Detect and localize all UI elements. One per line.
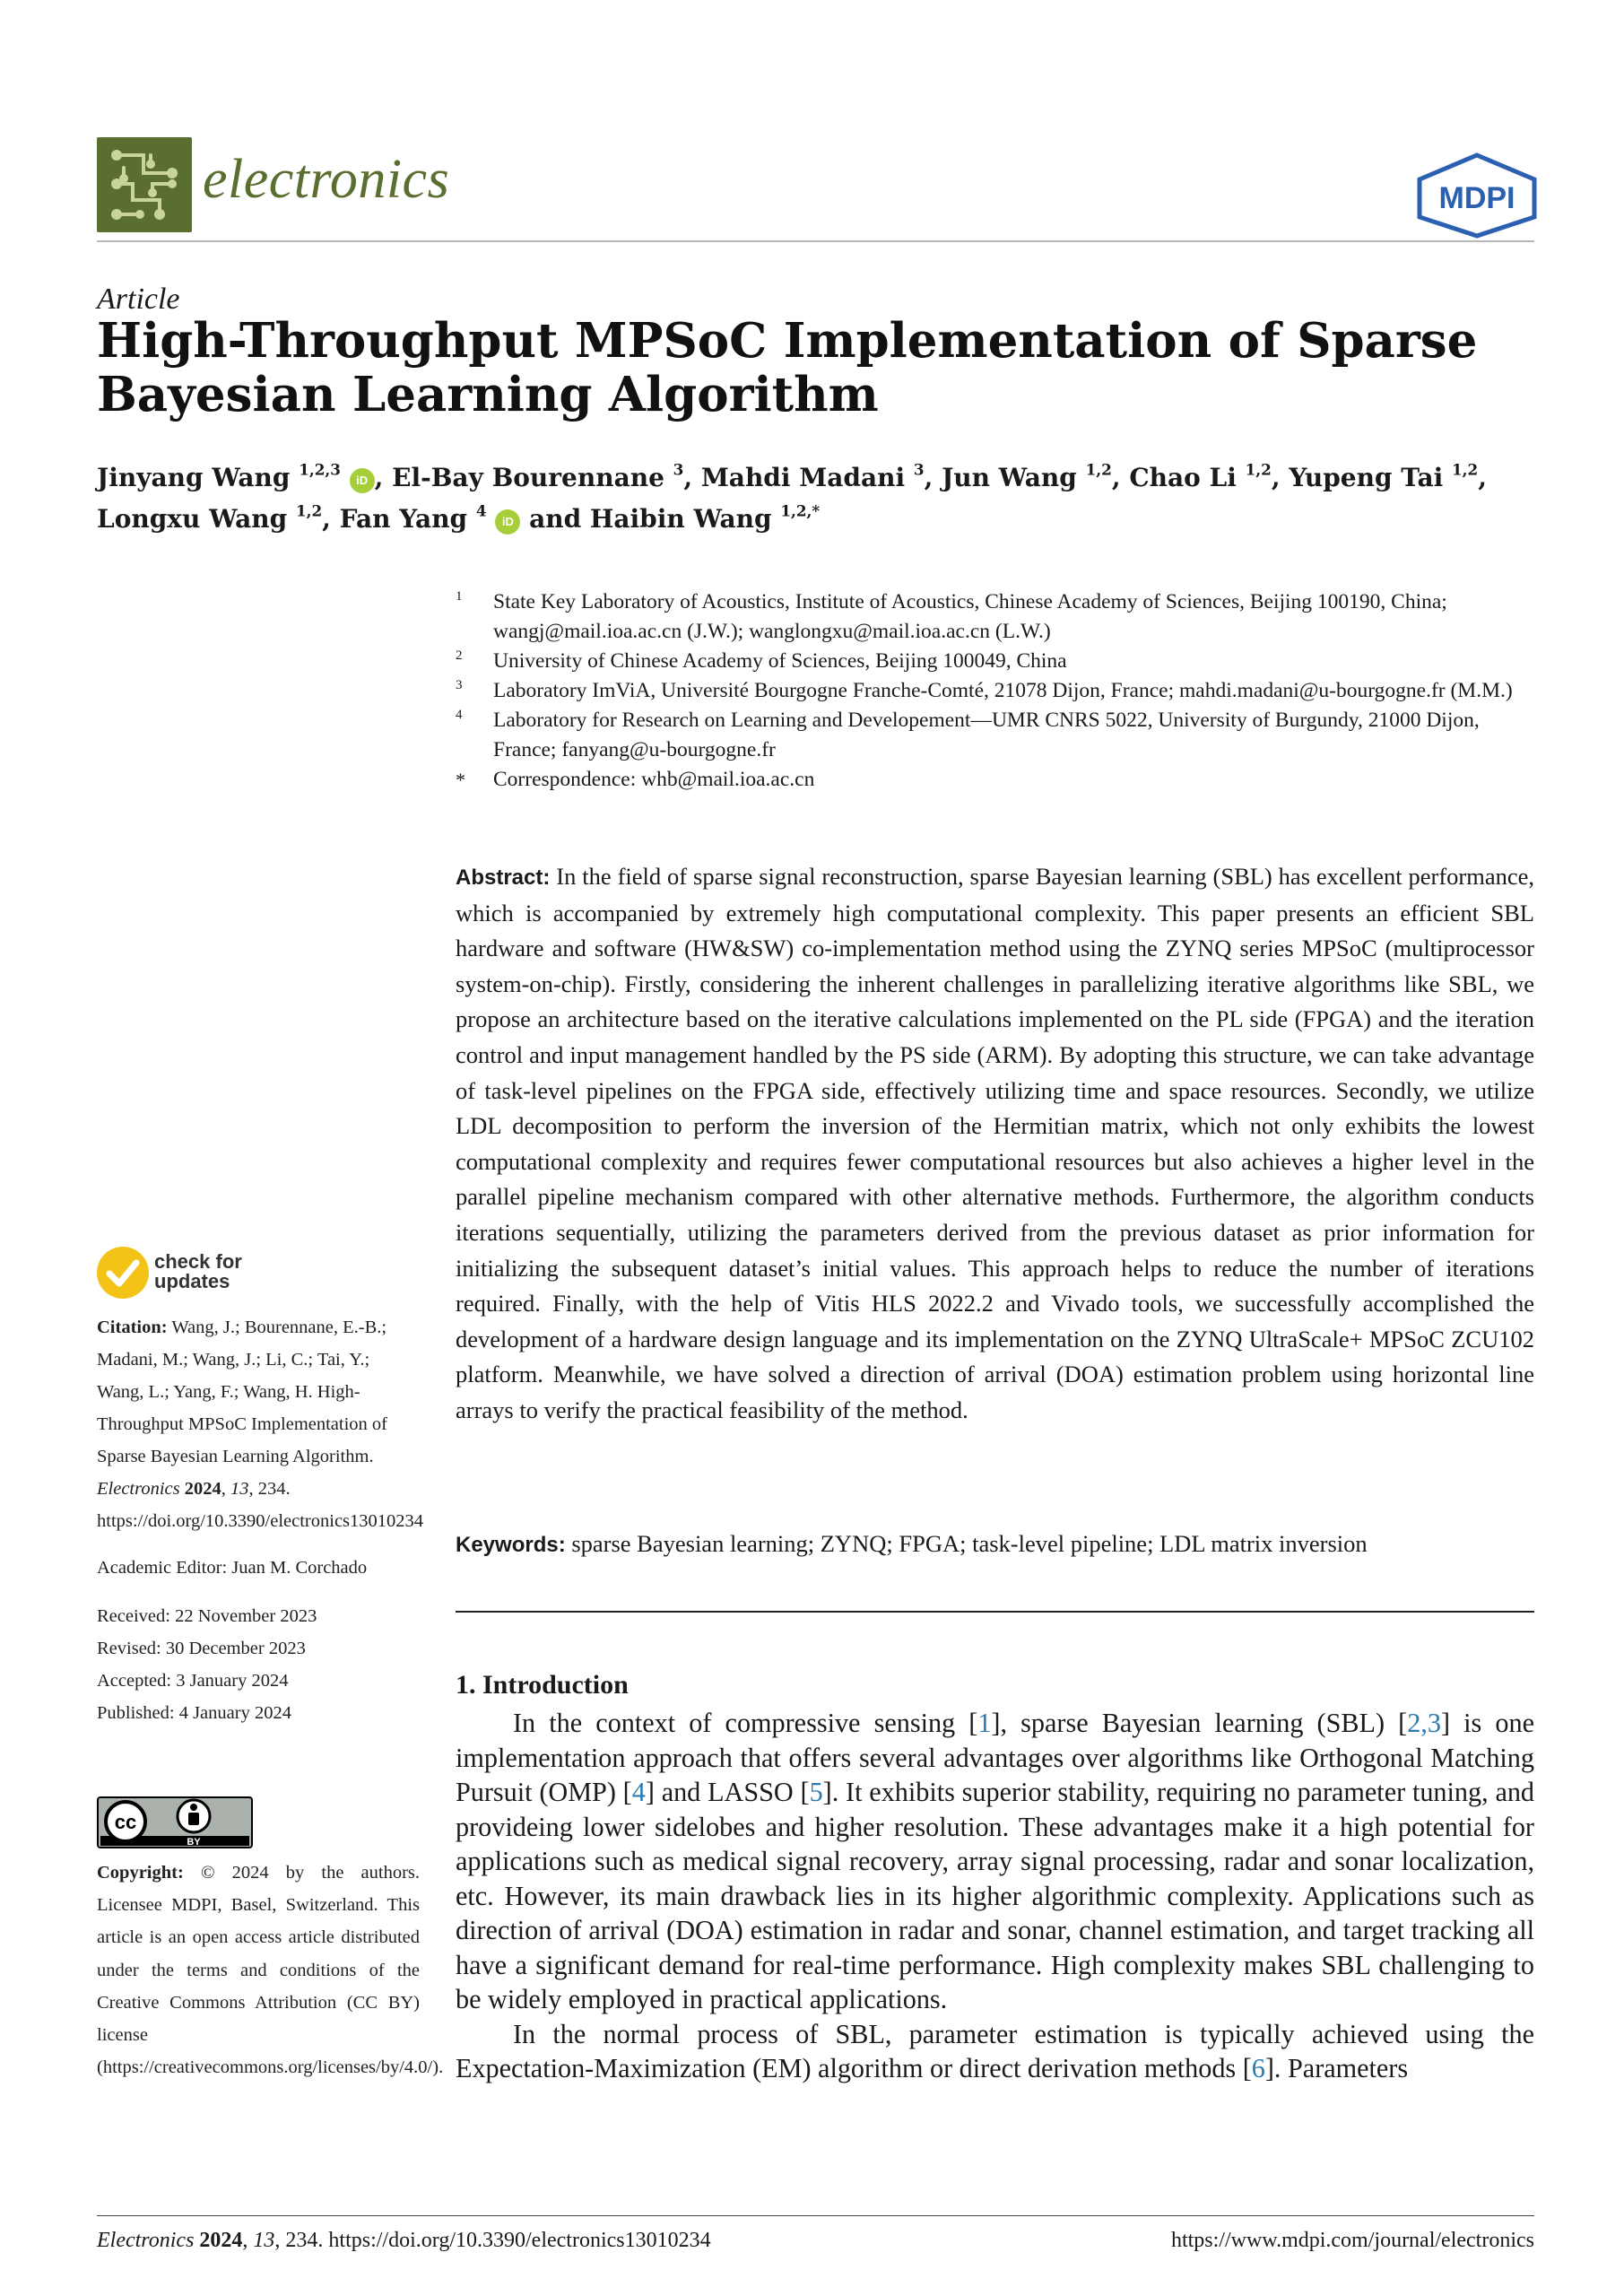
copyright-notice xyxy=(97,1857,444,2083)
abstract-label: Abstract: xyxy=(456,865,551,890)
author-affiliation-mark: 1,2,* xyxy=(780,501,821,520)
citation-journal: Electronics xyxy=(97,1479,180,1499)
cc-by-license-icon[interactable] xyxy=(97,1796,253,1848)
author-affiliation-mark: 1,2 xyxy=(1245,460,1272,479)
footer-journal: Electronics xyxy=(97,2229,195,2252)
author-name: Mahdi Madani xyxy=(700,463,914,492)
article-type: Article xyxy=(97,283,180,316)
date-revised: Revised: 30 December 2023 xyxy=(97,1639,306,1658)
citation-ref-link[interactable]: 1 xyxy=(977,1708,992,1738)
citation-ref-link[interactable]: 5 xyxy=(809,1777,823,1807)
check-updates-line: check for xyxy=(154,1250,242,1273)
sidebar-info xyxy=(97,1311,424,1729)
affiliation-item xyxy=(456,676,1541,706)
author-affiliation-mark: 1,2,3 xyxy=(299,460,341,479)
author-name: Fan Yang xyxy=(339,504,476,534)
header-divider xyxy=(97,240,1534,242)
mdpi-logo-icon xyxy=(1415,152,1539,239)
crossmark-icon xyxy=(97,1247,149,1299)
publication-dates xyxy=(97,1600,420,1729)
affiliation-number: 2 xyxy=(456,648,463,663)
affiliation-item xyxy=(456,647,1541,676)
citation-label: Citation: xyxy=(97,1318,168,1337)
affiliations-list xyxy=(456,587,1541,795)
check-for-updates-badge[interactable] xyxy=(97,1247,254,1302)
date-published: Published: 4 January 2024 xyxy=(97,1703,291,1723)
abstract xyxy=(456,859,1534,1429)
orcid-icon[interactable]: iD xyxy=(350,468,375,493)
intro-paragraph: In the context of compressive sensing [1], sparse Bayesian learning (SBL) [2,3] is one implementation approach that offers several advantages over algorithms like Orthogonal Matching Pursuit (OMP) [4] and LASSO [5]. It exhibits superior stability, requiring no parameter tuning, and provideing lower sidelobes and higher resolution. These advantages make it a high potential for applications such as medical signal recovery, array signal processing, radar and sonar localization, etc. However, its main drawback lies in its higher algorithmic complexity. Applications such as direction of arrival (DOA) estimation in radar and sonar, channel estimation, and target tracking all have a significant demand for real-time performance. High complexity makes SBL challenging to be widely employed in practical applications. xyxy=(456,1708,1535,2014)
citation: Citation: Wang, J.; Bourennane, E.-B.; Madani, M.; Wang, J.; Li, C.; Tai, Y.; Wang, L.; Yang, F.; Wang, H. High-Throughput MPSoC Implementation of Sparse Bayesian Learning Algorithm. Electronics 2024, 13, 234. https://doi.org/10.3390/electronics13010234 xyxy=(97,1318,424,1531)
author-name: Jinyang Wang xyxy=(97,463,300,492)
footer-journal-url[interactable]: https://www.mdpi.com/journal/electronics xyxy=(1170,2229,1534,2252)
author-name: Jun Wang xyxy=(942,463,1086,492)
journal-logo-icon xyxy=(97,137,192,232)
author-name: Yupeng Tai xyxy=(1289,463,1452,492)
publisher-name: MDPI xyxy=(1438,181,1515,215)
citation-ref-link[interactable]: 4 xyxy=(631,1777,646,1807)
author-name: Chao Li xyxy=(1129,463,1246,492)
footer-volume: 13 xyxy=(253,2229,275,2252)
keywords-text: sparse Bayesian learning; ZYNQ; FPGA; task-level pipeline; LDL matrix inversion xyxy=(571,1530,1368,1557)
section-heading: 1. Introduction xyxy=(456,1670,629,1700)
keywords xyxy=(456,1527,1534,1561)
author-name: Haibin Wang xyxy=(589,504,781,534)
citation-ref-link[interactable]: 2,3 xyxy=(1407,1708,1441,1738)
date-accepted: Accepted: 3 January 2024 xyxy=(97,1671,289,1691)
footer-citation: Electronics 2024, 13, 234. https://doi.org/10.3390/electronics13010234 xyxy=(97,2229,711,2252)
author-affiliation-mark: 1,2 xyxy=(295,501,323,520)
citation-ref-link[interactable]: 6 xyxy=(1251,2053,1265,2083)
affiliation-text: Laboratory ImViA, Université Bourgogne Franche-Comté, 21078 Dijon, France; mahdi.madani@u-bourgogne.fr (M.M.) xyxy=(493,679,1513,702)
affiliation-text: State Key Laboratory of Acoustics, Institute of Acoustics, Chinese Academy of Sciences, Beijing 100190, China; wangj@mail.ioa.ac.cn (J.W.); wanglongxu@mail.ioa.ac.cn (L.W.) xyxy=(493,590,1447,643)
academic-editor: Academic Editor: Juan M. Corchado xyxy=(97,1558,368,1578)
introduction-body xyxy=(456,1706,1534,2086)
affiliation-item xyxy=(456,587,1541,647)
author-list: Jinyang Wang $^{1,2,3}$ iD , El-Bay Bourennane $^3$, Mahdi Madani $^3$, Jun Wang $^{1,2}$, Chao Li $^{1,2}$, Yupeng Tai $^{1,2}$, Longxu Wang $^{1,2}$, Fan Yang $^4$ iD and Haibin Wang $^{1,2,*}$ xyxy=(97,460,1487,534)
author-affiliation-mark: 1,2 xyxy=(1085,460,1112,479)
author-affiliation-mark: 3 xyxy=(673,460,684,479)
author-name: Longxu Wang xyxy=(97,504,296,534)
date-received: Received: 22 November 2023 xyxy=(97,1606,317,1626)
footer-doi[interactable]: , 234. https://doi.org/10.3390/electronics13010234 xyxy=(274,2229,711,2252)
affiliation-number: 1 xyxy=(456,589,463,604)
cc-by-label: BY xyxy=(187,1837,201,1848)
citation-year: 2024 xyxy=(184,1479,221,1499)
copyright-text: © 2024 by the authors. Licensee MDPI, Basel, Switzerland. This article is an open access article distributed under the terms and conditions of the Creative Commons Attribution (CC BY) license (https://creativecommons.org/licenses/by/4.0/). xyxy=(97,1863,444,2078)
author-affiliation-mark: 3 xyxy=(913,460,925,479)
citation-doi[interactable]: , 234. https://doi.org/10.3390/electronics13010234 xyxy=(97,1479,424,1531)
affiliation-number: 3 xyxy=(456,678,463,692)
check-updates-text xyxy=(154,1252,242,1292)
check-updates-line: updates xyxy=(154,1270,230,1292)
svg-text:cc: cc xyxy=(114,1811,137,1833)
orcid-icon[interactable]: iD xyxy=(495,509,520,535)
affiliation-number: * xyxy=(456,769,465,791)
author-affiliation-mark: 4 xyxy=(475,501,487,520)
citation-text: Wang, J.; Bourennane, E.-B.; Madani, M.; Wang, J.; Li, C.; Tai, Y.; Wang, L.; Yang, F.; Wang, H. High-Throughput MPSoC Implementation of Sparse Bayesian Learning Algorithm. xyxy=(97,1318,387,1466)
author-affiliation-mark: 1,2 xyxy=(1451,460,1479,479)
affiliation-item xyxy=(456,706,1541,765)
affiliation-text: University of Chinese Academy of Sciences, Beijing 100049, China xyxy=(493,649,1067,673)
affiliation-text: Laboratory for Research on Learning and Developement—UMR CNRS 5022, University of Burgundy, 21000 Dijon, France; fanyang@u-bourgogne.fr xyxy=(493,709,1480,761)
affiliation-text: Correspondence: whb@mail.ioa.ac.cn xyxy=(493,768,815,791)
abstract-text: In the field of sparse signal reconstruction, sparse Bayesian learning (SBL) has excellent performance, which is accompanied by extremely high computational complexity. This paper presents an efficient SBL hardware and software (HW&SW) co-implementation method using the ZYNQ series MPSoC (multiprocessor system-on-chip). Firstly, considering the inherent challenges in parallelizing iterative algorithms like SBL, we propose an architecture based on the iterative calculations implemented on the PL side (FPGA) and the iteration control and input management handled by the PS side (ARM). By adopting this structure, we can take advantage of task-level pipelines on the FPGA side, effectively utilizing time and space resources. Secondly, we utilize LDL decomposition to perform the inversion of the Hermitian matrix, which not only exhibits the lowest computational complexity and requires fewer computational resources but also achieves a higher level in the parallel pipeline mechanism compared with other alternative methods. Furthermore, the algorithm conducts iterations sequentially, utilizing the parameters derived from the previous dataset as prior information for initializing the subsequent dataset’s initial values. This approach helps to reduce the number of iterations required. Finally, with the help of Vitis HLS 2022.2 and Vivado tools, we successfully accomplished the development of a hardware design language and its implementation on the ZYNQ UltraScale+ MPSoC ZCU102 platform. Meanwhile, we have solved a direction of arrival (DOA) estimation problem using horizontal line arrays to verify the practical feasibility of the method. xyxy=(456,863,1534,1423)
abstract-divider xyxy=(456,1611,1534,1613)
footer-year: 2024 xyxy=(199,2229,243,2252)
citation-volume: 13 xyxy=(230,1479,249,1499)
article-title: High-Throughput MPSoC Implementation of Sparse Bayesian Learning Algorithm xyxy=(97,313,1478,422)
affiliation-number: 4 xyxy=(456,708,463,722)
footer-divider xyxy=(97,2215,1534,2216)
affiliation-item xyxy=(456,765,1541,795)
journal-name: electronics xyxy=(203,149,450,210)
author-name: El-Bay Bourennane xyxy=(392,463,673,492)
intro-paragraph: In the normal process of SBL, parameter estimation is typically achieved using the Expectation-Maximization (EM) algorithm or direct derivation methods [6]. Parameters xyxy=(456,2018,1534,2083)
keywords-label: Keywords: xyxy=(456,1533,566,1557)
copyright-label: Copyright: xyxy=(97,1863,184,1883)
